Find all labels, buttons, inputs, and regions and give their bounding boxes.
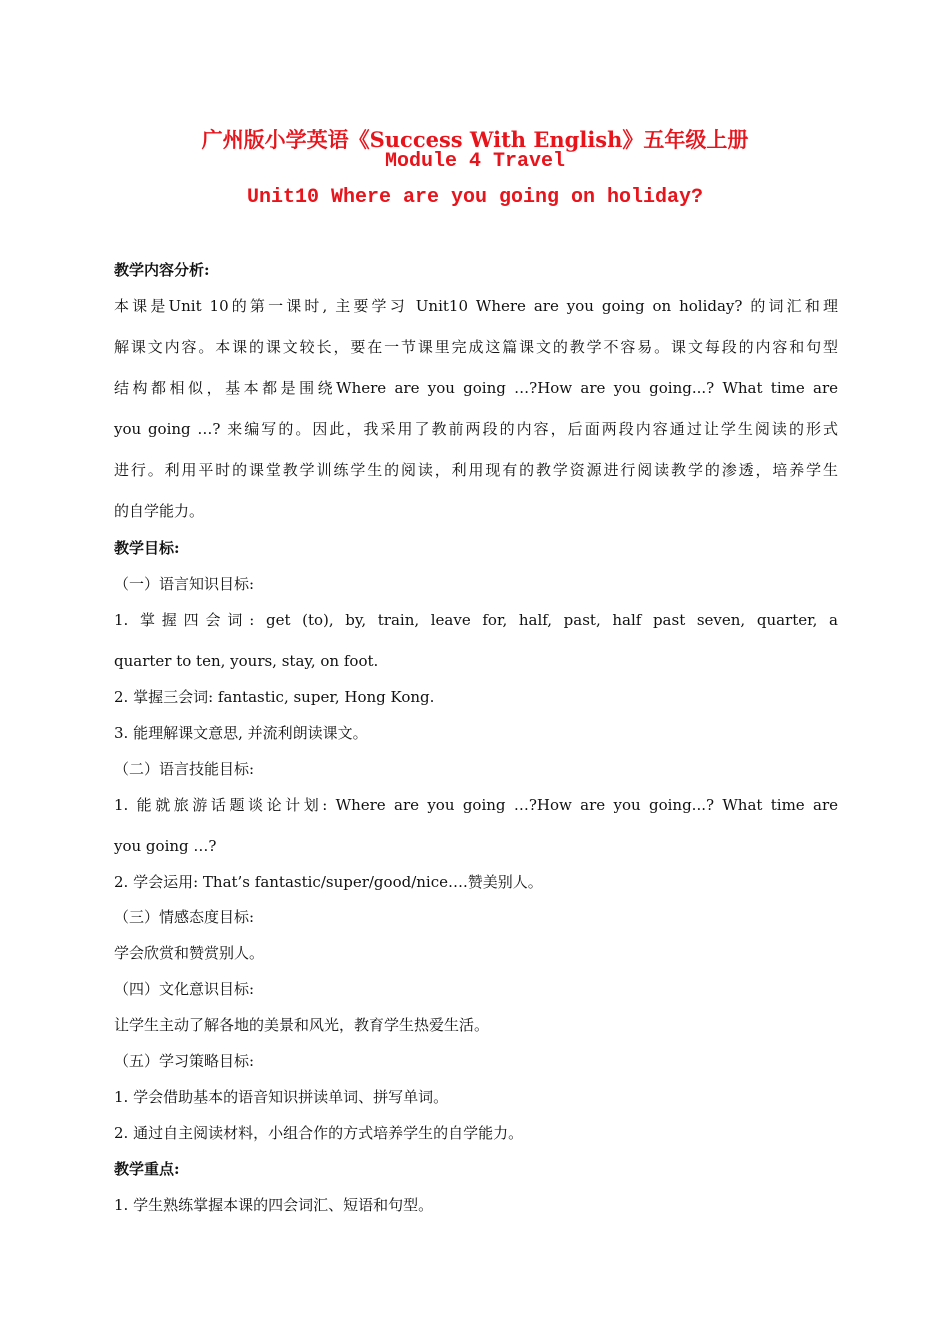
analysis-line: 的自学能力。 [114, 502, 205, 520]
emotion-item-1: 学会欣赏和赞赏别人。 [114, 944, 265, 962]
strategy-heading: （五）学习策略目标: [114, 1052, 255, 1070]
culture-heading: （四）文化意识目标: [114, 980, 255, 998]
module-title: Module 4 Travel [384, 150, 566, 173]
document-title: 广州版小学英语《Success With English》五年级上册 [201, 127, 749, 152]
analysis-line: 进行。利用平时的课堂教学训练学生的阅读，利用现有的教学资源进行阅读教学的渗透，培养学生 [114, 461, 838, 479]
knowledge-item-2: 2. 掌握三会词: fantastic, super, Hong Kong. [114, 688, 435, 706]
skill-item-1: 1. 能就旅游话题谈论计划: Where are you going …?How are you going...? What time are [114, 796, 838, 814]
knowledge-item-1: 1. 掌握四会词: get (to), by, train, leave for, half, past, half past seven, quarter, a [114, 611, 838, 629]
unit-title: Unit10 Where are you going on holiday? [246, 186, 704, 209]
culture-item-1: 让学生主动了解各地的美景和风光，教育学生热爱生活。 [114, 1016, 490, 1034]
analysis-line: you going …? 来编写的。因此，我采用了教前两段的内容，后面两段内容通过让学生阅读的形式 [114, 420, 838, 438]
strategy-item-1: 1. 学会借助基本的语音知识拼读单词、拼写单词。 [114, 1088, 449, 1106]
key-points-item-1: 1. 学生熟练掌握本课的四会词汇、短语和句型。 [114, 1196, 434, 1214]
skill-item-1-cont: you going …? [114, 837, 217, 855]
key-points-heading: 教学重点: [114, 1160, 180, 1178]
knowledge-item-3: 3. 能理解课文意思, 并流利朗读课文。 [114, 724, 368, 742]
skill-heading: （二）语言技能目标: [114, 760, 255, 778]
analysis-line: 本课是Unit 10的第一课时, 主要学习 Unit10 Where are you going on holiday? 的词汇和理 [114, 297, 838, 315]
emotion-heading: （三）情感态度目标: [114, 908, 255, 926]
analysis-heading: 教学内容分析: [114, 261, 210, 279]
goals-heading: 教学目标: [114, 539, 180, 557]
strategy-item-2: 2. 通过自主阅读材料，小组合作的方式培养学生的自学能力。 [114, 1124, 524, 1142]
analysis-line: 结构都相似，基本都是围绕Where are you going …?How are you going...? What time are [114, 379, 838, 397]
knowledge-item-1-cont: quarter to ten, yours, stay, on foot. [114, 652, 379, 670]
analysis-line: 解课文内容。本课的课文较长，要在一节课里完成这篇课文的教学不容易。课文每段的内容和句型 [114, 338, 838, 356]
knowledge-heading: （一）语言知识目标: [114, 575, 255, 593]
skill-item-2: 2. 学会运用: That’s fantastic/super/good/nice….赞美别人。 [114, 873, 543, 891]
